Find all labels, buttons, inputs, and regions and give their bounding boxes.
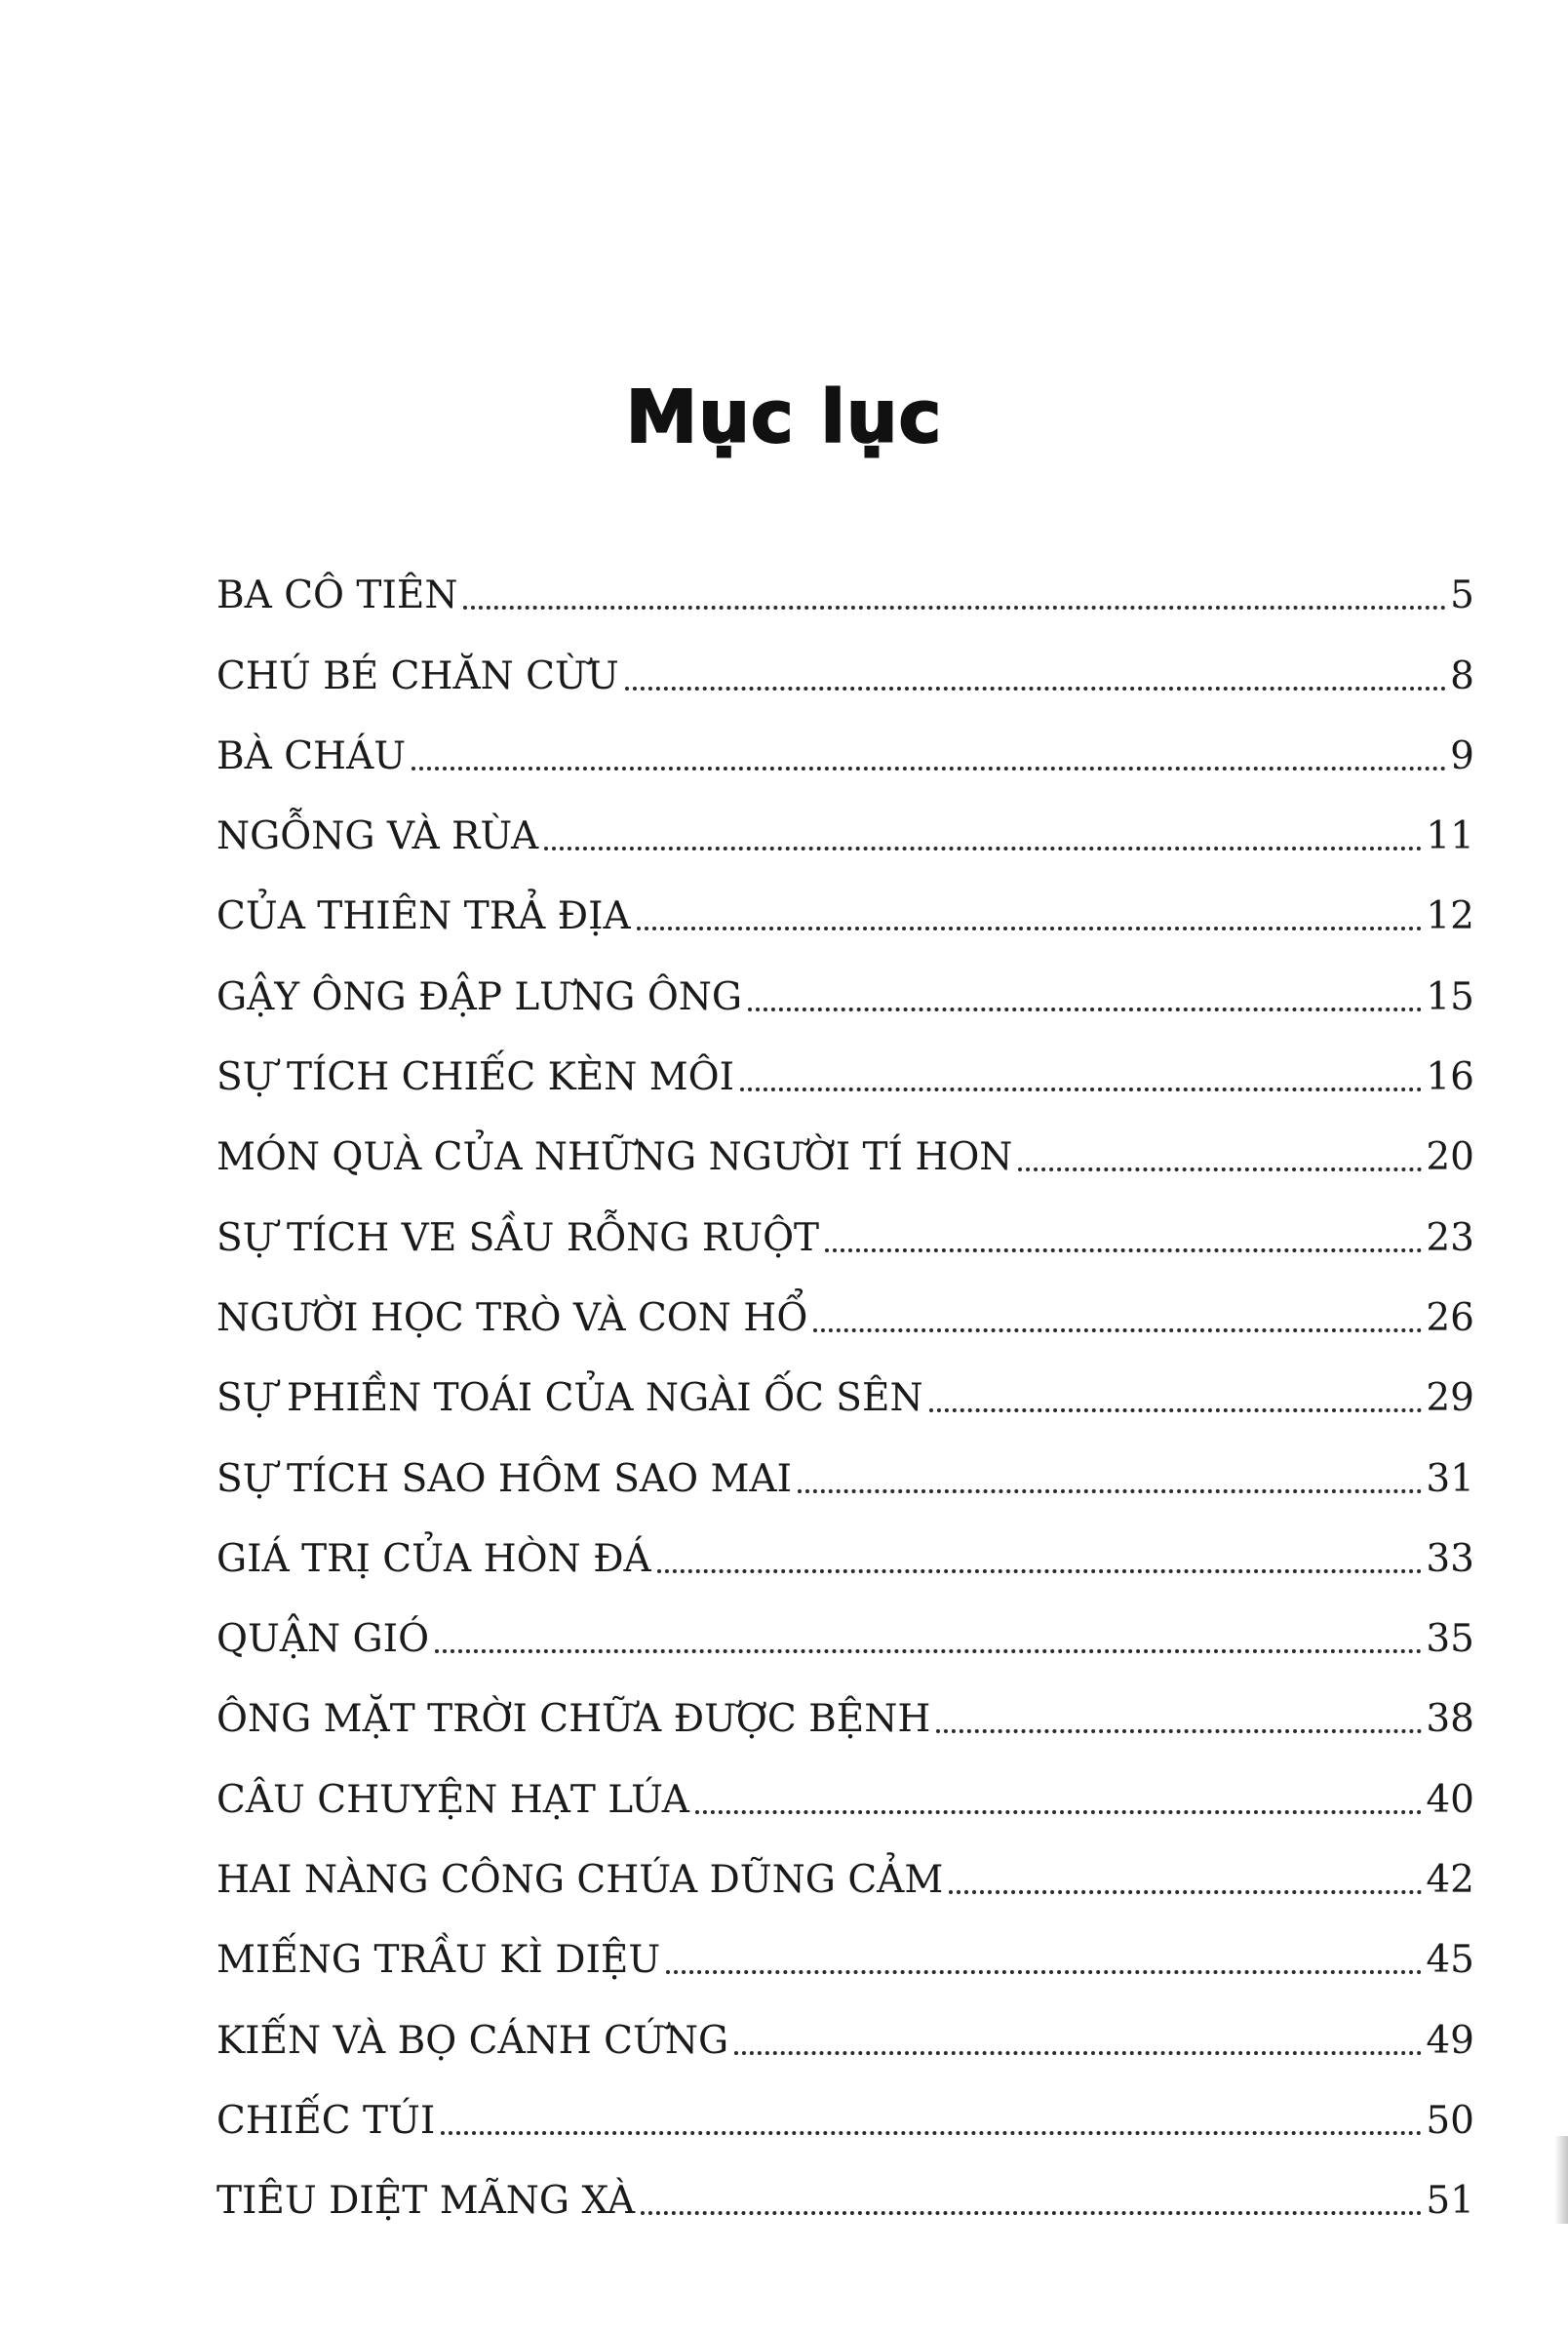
toc-entry [216,1096,1474,1180]
toc-entry-page-number: 23 [1426,1215,1474,1260]
toc-entry-page-number: 35 [1426,1617,1474,1662]
toc-entry-title: MÓN QUÀ CỦA NHỮNG NGƯỜI TÍ HON [216,1135,1013,1180]
toc-entry [216,935,1474,1019]
toc-entry-title: TIÊU DIỆT MÃNG XÀ [216,2179,636,2224]
toc-entry [216,1417,1474,1501]
toc-entry-title: CỦA THIÊN TRẢ ĐỊA [216,894,631,939]
toc-entry-page-number: 49 [1426,2018,1474,2063]
dot-leader [641,2211,1422,2215]
dot-leader [544,847,1422,850]
toc-entry-title: QUẬN GIÓ [216,1617,430,1662]
toc-entry [216,1899,1474,1983]
toc-entry-page-number: 26 [1426,1295,1474,1340]
toc-entry-title: BA CÔ TIÊN [216,573,458,618]
toc-entry-page-number: 20 [1426,1135,1474,1180]
toc-entry-page-number: 5 [1450,573,1474,618]
dot-leader [657,1569,1423,1573]
toc-entry-page-number: 11 [1426,814,1474,859]
toc-entry [216,1257,1474,1340]
dot-leader [695,1810,1422,1814]
page-title: Mục lục [625,376,943,459]
toc-entry-page-number: 9 [1450,733,1474,778]
toc-entry [216,1819,1474,1903]
toc-entry [216,1498,1474,1581]
toc-entry-title: CHIẾC TÚI [216,2098,436,2143]
toc-entry [216,2060,1474,2143]
toc-entry-page-number: 50 [1426,2098,1474,2143]
toc-entry [216,1337,1474,1421]
toc-entry-page-number: 42 [1426,1858,1474,1903]
toc-entry-title: SỰ TÍCH SAO HÔM SAO MAI [216,1456,792,1501]
dot-leader [441,2131,1422,2135]
dot-leader [625,687,1446,691]
toc-entry-page-number: 12 [1426,894,1474,939]
toc-entry [216,2140,1474,2224]
dot-leader [748,1008,1422,1011]
toc-entry [216,534,1474,618]
toc-entry-page-number: 33 [1426,1536,1474,1581]
dot-leader [949,1890,1422,1894]
toc-entry-title: SỰ TÍCH VE SẦU RỖNG RUỘT [216,1215,820,1260]
toc-entry-title: BÀ CHÁU [216,733,407,778]
toc-entry-title: ÔNG MẶT TRỜI CHỮA ĐƯỢC BỆNH [216,1697,931,1742]
toc-entry [216,775,1474,859]
dot-leader [798,1489,1422,1493]
toc-entry [216,614,1474,698]
toc-entry [216,1016,1474,1100]
toc-entry [216,695,1474,778]
dot-leader [734,2051,1422,2055]
dot-leader [666,1970,1422,1974]
dot-leader [1018,1167,1422,1171]
toc-entry-page-number: 29 [1426,1376,1474,1421]
toc-entry-title: MIẾNG TRẦU KÌ DIỆU [216,1938,661,1983]
toc-entry-title: NGỖNG VÀ RÙA [216,814,539,859]
toc-entry-title: GẬY ÔNG ĐẬP LƯNG ÔNG [216,974,743,1019]
dot-leader [463,606,1446,610]
dot-leader [825,1248,1422,1252]
page-edge-shadow [1554,2136,1568,2224]
toc-entry [216,1658,1474,1742]
toc-entry-page-number: 31 [1426,1456,1474,1501]
toc-entry-title: KIẾN VÀ BỌ CÁNH CỨNG [216,2018,729,2063]
toc-entry-title: GIÁ TRỊ CỦA HÒN ĐÁ [216,1536,651,1581]
toc-entry-title: CHÚ BÉ CHĂN CỪU [216,653,619,698]
toc-entry-page-number: 8 [1450,653,1474,698]
toc-entry-page-number: 45 [1426,1938,1474,1983]
toc-entry-page-number: 15 [1426,974,1474,1019]
dot-leader [435,1649,1422,1653]
toc-entry-title: HAI NÀNG CÔNG CHÚA DŨNG CẢM [216,1858,944,1903]
toc-entry [216,1738,1474,1822]
toc-entry-title: NGƯỜI HỌC TRÒ VÀ CON HỔ [216,1295,808,1340]
toc-entry-page-number: 38 [1426,1697,1474,1742]
dot-leader [813,1328,1422,1332]
dot-leader [637,927,1423,930]
toc-entry-page-number: 40 [1426,1777,1474,1822]
toc-entry-title: SỰ PHIỀN TOÁI CỦA NGÀI ỐC SÊN [216,1376,923,1421]
toc-entry-page-number: 16 [1426,1055,1474,1100]
toc-entry-title: SỰ TÍCH CHIẾC KÈN MÔI [216,1055,735,1100]
dot-leader [412,767,1446,771]
toc-entry [216,1176,1474,1260]
toc-entry [216,855,1474,939]
toc-entry [216,1578,1474,1662]
toc-entry-page-number: 51 [1426,2179,1474,2224]
dot-leader [740,1087,1422,1091]
toc-entry [216,1979,1474,2063]
dot-leader [936,1729,1422,1733]
table-of-contents [216,534,1474,2224]
dot-leader [929,1408,1423,1412]
toc-entry-title: CÂU CHUYỆN HẠT LÚA [216,1777,689,1822]
